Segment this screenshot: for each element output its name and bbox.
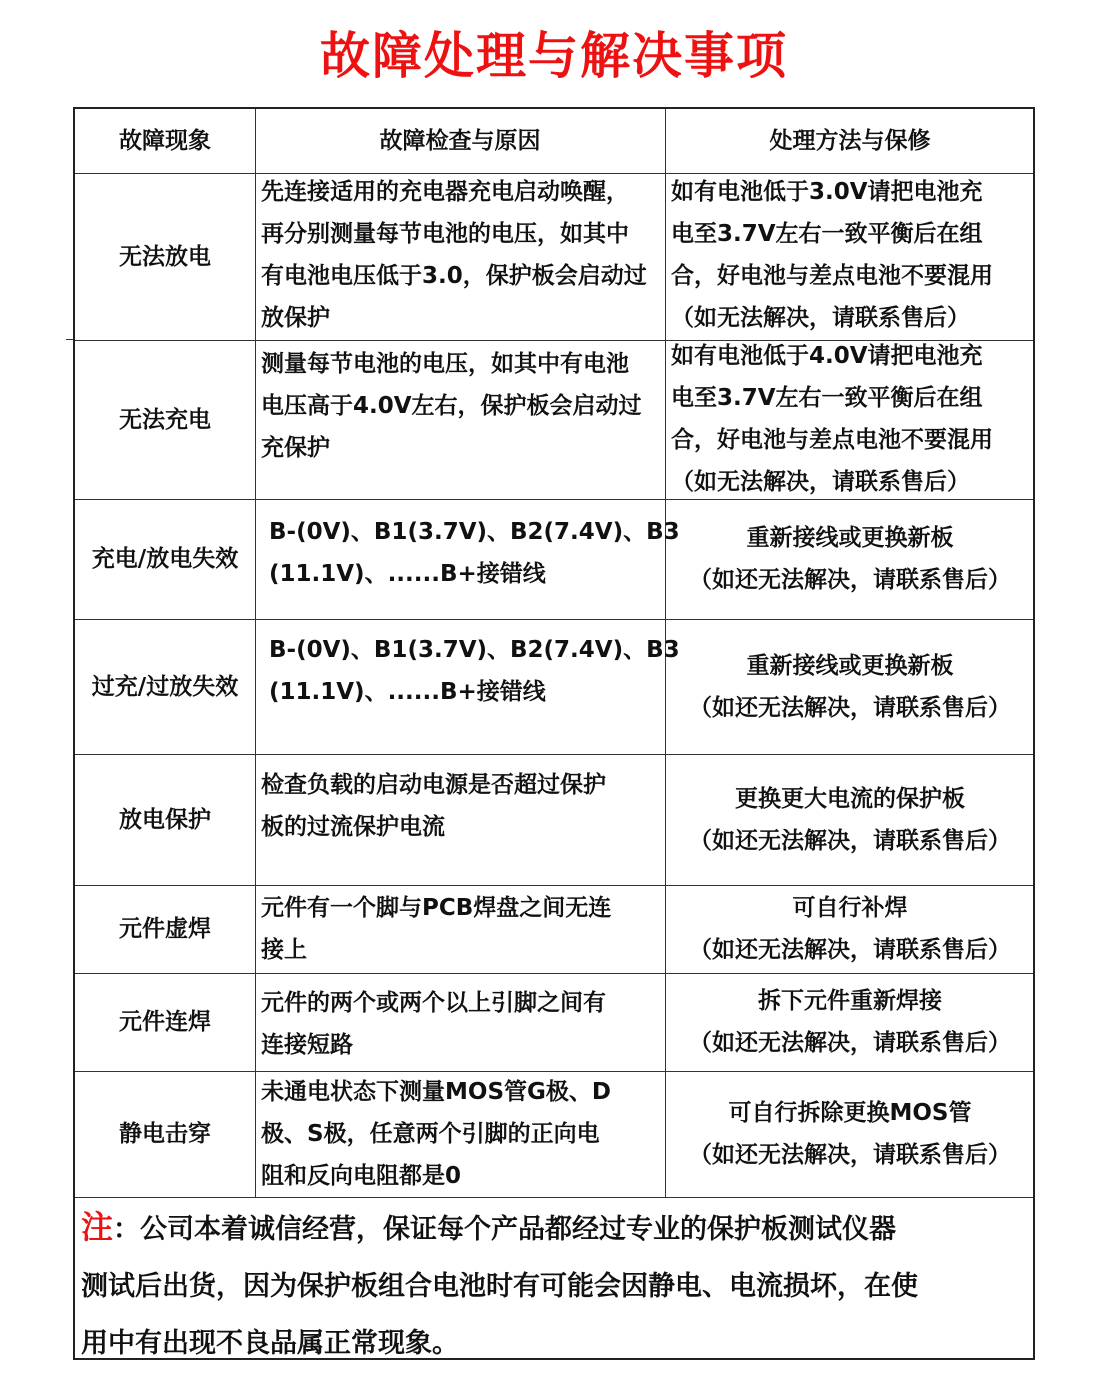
cause-line: 接上 — [261, 937, 307, 963]
cause-cell — [255, 171, 665, 340]
header-symptom: 故障现象 — [119, 128, 211, 154]
cause-cell — [255, 887, 665, 973]
solution-cell — [665, 619, 1035, 754]
solution-line: （如无法解决，请联系售后） — [671, 469, 970, 495]
solution-line: 电至3.7V左右一致平衡后在组 — [671, 221, 983, 247]
solution-cell — [665, 754, 1035, 885]
symptom-cell: 放电保护 — [119, 806, 211, 833]
symptom-cell: 静电击穿 — [119, 1121, 211, 1147]
row-divider — [75, 1197, 1033, 1198]
cause-cell — [255, 511, 680, 619]
solution-cell — [665, 171, 1035, 340]
solution-cell — [665, 499, 1035, 619]
solution-line: 合，好电池与差点电池不要混用 — [671, 427, 993, 453]
solution-line: 可自行拆除更换MOS管 — [728, 1100, 972, 1126]
solution-line: （如还无法解决，请联系售后） — [689, 1142, 1011, 1168]
solution-line: 合，好电池与差点电池不要混用 — [671, 263, 993, 289]
solution-cell — [665, 335, 1035, 499]
solution-line: 重新接线或更换新板 — [746, 652, 954, 679]
header-solution: 处理方法与保修 — [769, 128, 931, 154]
note-line — [81, 1199, 1031, 1258]
solution-line: 如有电池低于4.0V请把电池充 — [671, 343, 983, 369]
cause-line: (11.1V)、......B+接错线 — [269, 561, 546, 587]
solution-line: 重新接线或更换新板 — [746, 525, 954, 551]
cause-line: B-(0V)、B1(3.7V)、B2(7.4V)、B3 — [269, 519, 680, 545]
solution-line: （如还无法解决，请联系售后） — [689, 937, 1011, 963]
solution-line: 更换更大电流的保护板 — [735, 785, 965, 812]
cause-line: 未通电状态下测量MOS管G极、D — [261, 1079, 611, 1105]
note-label: 注 — [81, 1208, 114, 1246]
page-title: 故障处理与解决事项 — [320, 27, 788, 85]
note-text: ：公司本着诚信经营，保证每个产品都经过专业的保护板测试仪器 — [113, 1214, 897, 1245]
cause-line: 测量每节电池的电压，如其中有电池 — [261, 351, 629, 377]
note-line: 测试后出货，因为保护板组合电池时有可能会因静电、电流损坏，在使 — [81, 1271, 918, 1302]
solution-line: （如还无法解决，请联系售后） — [689, 567, 1011, 593]
solution-line: （如还无法解决，请联系售后） — [689, 827, 1011, 854]
solution-cell — [665, 885, 1035, 973]
cause-line: 板的过流保护电流 — [261, 814, 445, 840]
solution-line: （如还无法解决，请联系售后） — [689, 694, 1011, 721]
solution-line: 可自行补焊 — [792, 895, 908, 921]
cause-cell — [255, 982, 665, 1071]
symptom-cell: 过充/过放失效 — [91, 673, 239, 700]
cause-line: (11.1V)、......B+接错线 — [269, 679, 546, 705]
cause-cell — [255, 1071, 665, 1197]
disclaimer-note — [81, 1199, 1031, 1372]
cause-line: 充保护 — [261, 435, 330, 461]
cause-line: 阻和反向电阻都是0 — [261, 1163, 462, 1189]
symptom-cell: 无法充电 — [119, 406, 211, 433]
solution-line: 拆下元件重新焊接 — [758, 988, 942, 1014]
symptom-cell: 元件连焊 — [119, 1009, 211, 1035]
cause-cell — [255, 343, 665, 499]
cause-cell — [255, 629, 680, 754]
solution-line: （如还无法解决，请联系售后） — [689, 1030, 1011, 1056]
note-line: 用中有出现不良品属正常现象。 — [81, 1328, 459, 1359]
header-cause: 故障检查与原因 — [379, 128, 541, 154]
cause-line: 元件有一个脚与PCB焊盘之间无连 — [261, 895, 612, 921]
solution-line: 电至3.7V左右一致平衡后在组 — [671, 385, 983, 411]
solution-cell — [665, 973, 1035, 1071]
cause-line: B-(0V)、B1(3.7V)、B2(7.4V)、B3 — [269, 637, 680, 663]
solution-line: （如无法解决，请联系售后） — [671, 305, 970, 331]
solution-cell — [665, 1071, 1035, 1197]
cause-line: 再分别测量每节电池的电压，如其中 — [261, 221, 629, 247]
cause-line: 极、S极，任意两个引脚的正向电 — [261, 1121, 600, 1147]
symptom-cell: 无法放电 — [119, 243, 211, 270]
cause-line: 电压高于4.0V左右，保护板会启动过 — [261, 393, 642, 419]
cause-line: 连接短路 — [261, 1032, 353, 1058]
cause-line: 先连接适用的充电器充电启动唤醒， — [261, 179, 629, 205]
symptom-cell: 元件虚焊 — [119, 916, 211, 942]
symptom-cell: 充电/放电失效 — [91, 546, 239, 572]
cause-line: 有电池电压低于3.0，保护板会启动过 — [261, 263, 647, 289]
troubleshooting-table — [73, 107, 1035, 1360]
cause-line: 检查负载的启动电源是否超过保护 — [261, 772, 606, 798]
cause-line: 元件的两个或两个以上引脚之间有 — [261, 990, 606, 1016]
cause-line: 放保护 — [261, 305, 330, 331]
solution-line: 如有电池低于3.0V请把电池充 — [671, 179, 983, 205]
cause-cell — [255, 764, 665, 885]
